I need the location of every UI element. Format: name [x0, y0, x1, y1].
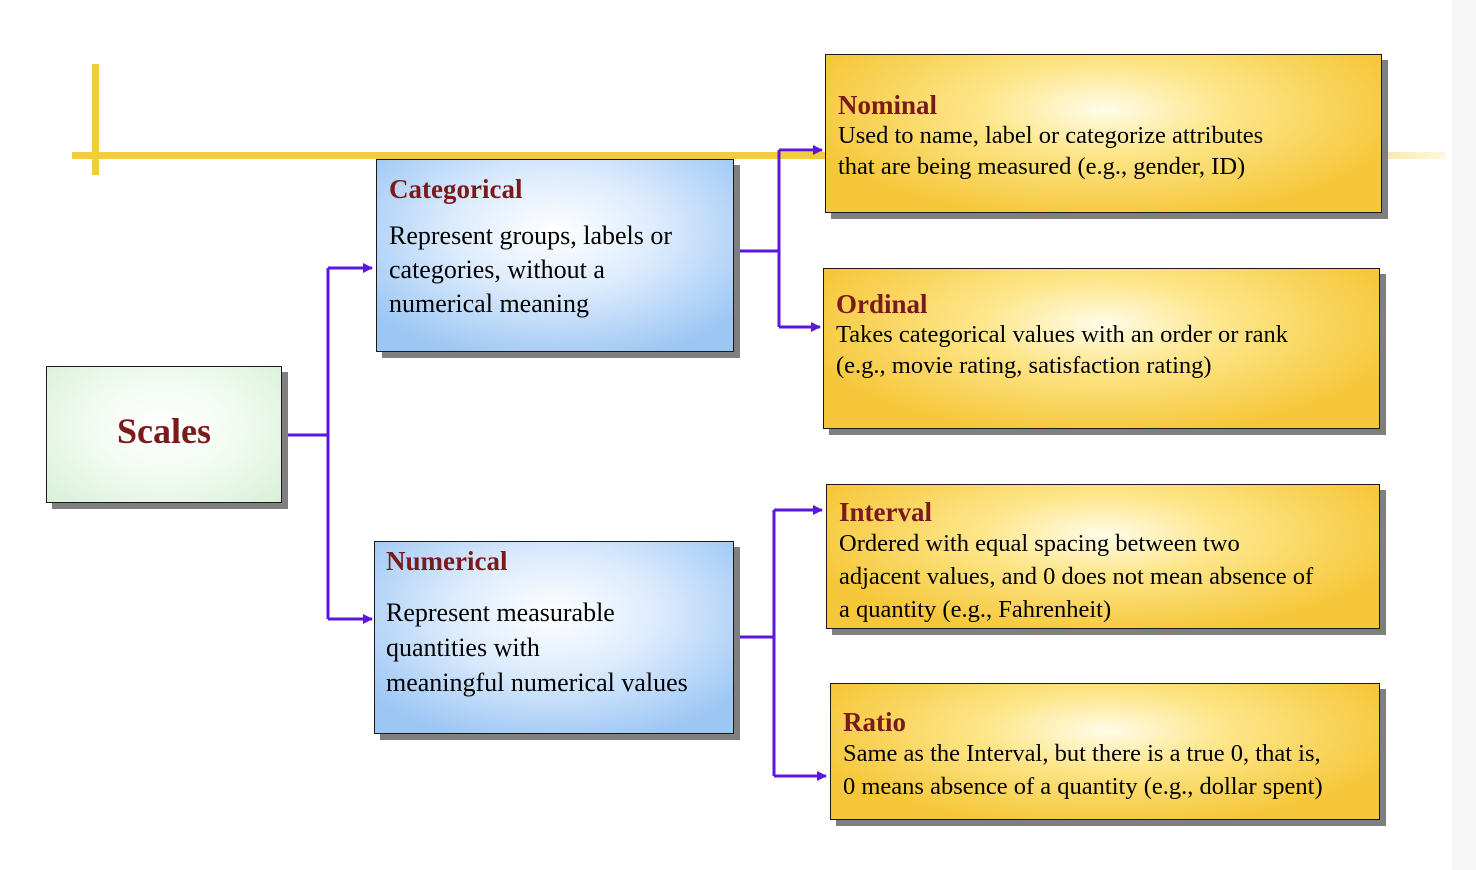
numerical-description: Represent measurable quantities with meaningful numerical values — [386, 598, 688, 697]
nominal-description: Used to name, label or categorize attributes that are being measured (e.g., gender, ID) — [838, 122, 1264, 180]
ratio-description: Same as the Interval, but there is a true 0, that is, 0 means absence of a quantity (e.g., dollar spent) — [843, 740, 1323, 800]
categorical-box — [376, 159, 734, 352]
ordinal-box — [823, 268, 1380, 429]
ordinal-description: Takes categorical values with an order or rank (e.g., movie rating, satisfaction rating) — [836, 321, 1289, 379]
ordinal-title: Ordinal — [836, 289, 928, 319]
ratio-title: Ratio — [843, 707, 906, 737]
interval-box — [826, 484, 1380, 629]
numerical-title: Numerical — [386, 546, 508, 576]
scales-box — [46, 366, 282, 503]
categorical-description: Represent groups, labels or categories, without a numerical meaning — [389, 221, 673, 318]
categorical-title: Categorical — [389, 174, 523, 204]
ratio-box — [830, 683, 1380, 820]
numerical-box — [374, 541, 734, 734]
scales-label: Scales — [117, 411, 211, 451]
nominal-box — [825, 54, 1382, 213]
interval-title: Interval — [839, 497, 932, 527]
nominal-title: Nominal — [838, 90, 938, 120]
interval-description: Ordered with equal spacing between two adjacent values, and 0 does not mean absence of a quantity (e.g., Fahrenheit) — [839, 530, 1314, 623]
